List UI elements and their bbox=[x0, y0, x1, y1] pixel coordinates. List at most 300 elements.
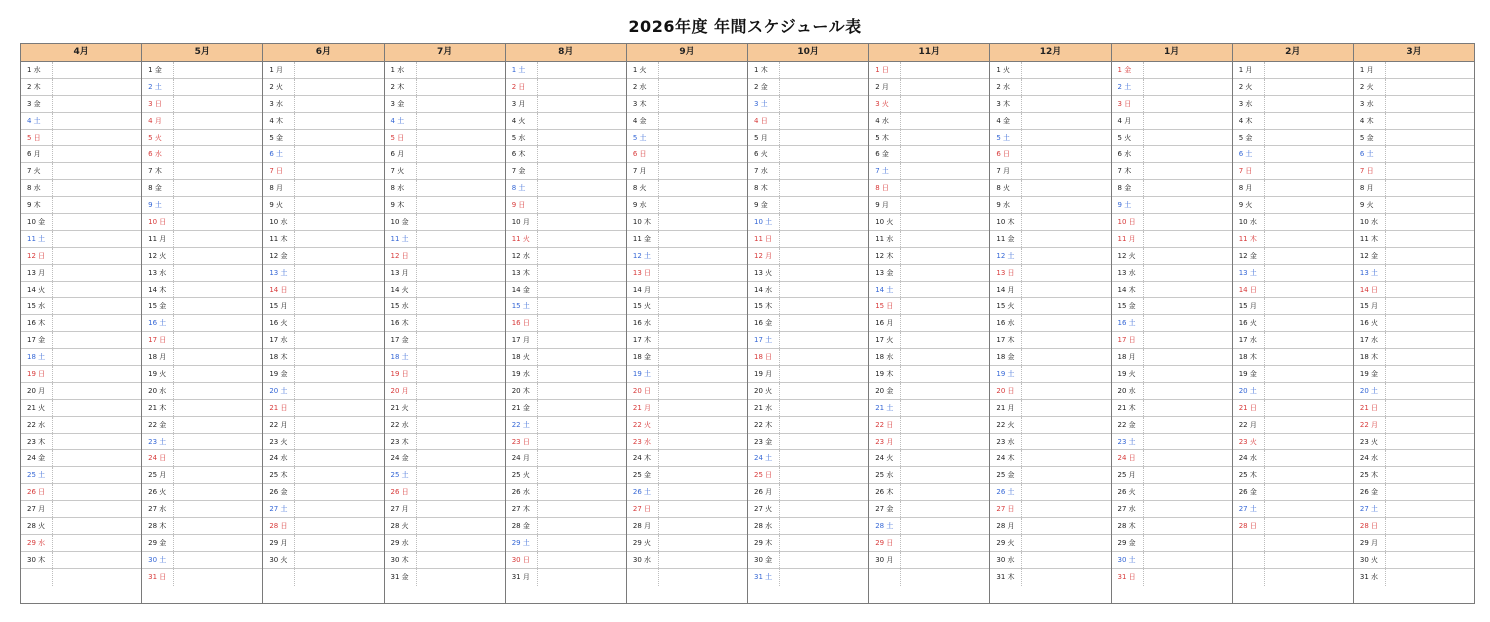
day-row[interactable] bbox=[869, 214, 989, 231]
day-row[interactable] bbox=[506, 535, 626, 552]
day-row[interactable] bbox=[385, 383, 505, 400]
day-memo-cell[interactable] bbox=[174, 450, 262, 466]
day-row[interactable] bbox=[1354, 96, 1474, 113]
day-row[interactable] bbox=[627, 197, 747, 214]
day-memo-cell[interactable] bbox=[1265, 197, 1353, 213]
day-row[interactable] bbox=[748, 552, 868, 569]
day-row[interactable] bbox=[990, 450, 1110, 467]
day-memo-cell[interactable] bbox=[1022, 569, 1110, 586]
day-memo-cell[interactable] bbox=[1144, 383, 1232, 399]
day-row[interactable] bbox=[748, 383, 868, 400]
day-memo-cell[interactable] bbox=[780, 214, 868, 230]
day-row[interactable] bbox=[385, 366, 505, 383]
day-row[interactable] bbox=[1354, 214, 1474, 231]
day-row[interactable] bbox=[506, 248, 626, 265]
day-memo-cell[interactable] bbox=[53, 484, 141, 500]
day-memo-cell[interactable] bbox=[53, 130, 141, 146]
day-row[interactable] bbox=[506, 501, 626, 518]
day-row[interactable] bbox=[869, 332, 989, 349]
day-row[interactable] bbox=[142, 248, 262, 265]
day-row[interactable] bbox=[1112, 569, 1232, 586]
day-row[interactable] bbox=[1233, 518, 1353, 535]
day-memo-cell[interactable] bbox=[1022, 450, 1110, 466]
day-row[interactable] bbox=[142, 552, 262, 569]
day-memo-cell[interactable] bbox=[1144, 501, 1232, 517]
day-row[interactable] bbox=[990, 146, 1110, 163]
day-row[interactable] bbox=[506, 298, 626, 315]
day-memo-cell[interactable] bbox=[53, 231, 141, 247]
day-memo-cell[interactable] bbox=[174, 349, 262, 365]
day-row[interactable] bbox=[506, 417, 626, 434]
day-memo-cell[interactable] bbox=[538, 417, 626, 433]
day-memo-cell[interactable] bbox=[1265, 484, 1353, 500]
day-row[interactable] bbox=[385, 180, 505, 197]
day-memo-cell[interactable] bbox=[538, 349, 626, 365]
day-row[interactable] bbox=[748, 231, 868, 248]
day-memo-cell[interactable] bbox=[53, 248, 141, 264]
day-row[interactable] bbox=[990, 518, 1110, 535]
day-row[interactable] bbox=[1233, 298, 1353, 315]
day-memo-cell[interactable] bbox=[53, 79, 141, 95]
day-memo-cell[interactable] bbox=[174, 231, 262, 247]
day-memo-cell[interactable] bbox=[901, 501, 989, 517]
day-memo-cell[interactable] bbox=[174, 518, 262, 534]
day-memo-cell[interactable] bbox=[1144, 146, 1232, 162]
day-memo-cell[interactable] bbox=[1022, 163, 1110, 179]
day-memo-cell[interactable] bbox=[1386, 298, 1474, 314]
day-memo-cell[interactable] bbox=[1386, 163, 1474, 179]
day-memo-cell[interactable] bbox=[780, 383, 868, 399]
day-memo-cell[interactable] bbox=[1022, 383, 1110, 399]
day-memo-cell[interactable] bbox=[295, 282, 383, 298]
day-memo-cell[interactable] bbox=[174, 535, 262, 551]
day-memo-cell[interactable] bbox=[901, 96, 989, 112]
day-memo-cell[interactable] bbox=[901, 484, 989, 500]
day-row[interactable] bbox=[506, 366, 626, 383]
day-row[interactable] bbox=[869, 79, 989, 96]
day-memo-cell[interactable] bbox=[1265, 569, 1353, 586]
day-memo-cell[interactable] bbox=[659, 552, 747, 568]
day-memo-cell[interactable] bbox=[1265, 214, 1353, 230]
day-row[interactable] bbox=[263, 231, 383, 248]
day-memo-cell[interactable] bbox=[659, 366, 747, 382]
day-row[interactable] bbox=[263, 535, 383, 552]
day-row[interactable] bbox=[263, 96, 383, 113]
day-row[interactable] bbox=[1354, 62, 1474, 79]
day-memo-cell[interactable] bbox=[1386, 146, 1474, 162]
day-memo-cell[interactable] bbox=[780, 349, 868, 365]
day-memo-cell[interactable] bbox=[538, 79, 626, 95]
day-row[interactable] bbox=[263, 298, 383, 315]
day-memo-cell[interactable] bbox=[295, 535, 383, 551]
day-memo-cell[interactable] bbox=[1022, 248, 1110, 264]
day-row[interactable] bbox=[1233, 484, 1353, 501]
day-row[interactable] bbox=[748, 450, 868, 467]
day-memo-cell[interactable] bbox=[417, 535, 505, 551]
day-row[interactable] bbox=[21, 248, 141, 265]
day-memo-cell[interactable] bbox=[659, 400, 747, 416]
day-memo-cell[interactable] bbox=[174, 434, 262, 450]
day-memo-cell[interactable] bbox=[1144, 332, 1232, 348]
day-memo-cell[interactable] bbox=[1022, 231, 1110, 247]
day-memo-cell[interactable] bbox=[1265, 248, 1353, 264]
day-row[interactable] bbox=[869, 383, 989, 400]
day-row[interactable] bbox=[506, 197, 626, 214]
day-memo-cell[interactable] bbox=[659, 214, 747, 230]
day-memo-cell[interactable] bbox=[780, 501, 868, 517]
day-memo-cell[interactable] bbox=[1265, 535, 1353, 551]
day-memo-cell[interactable] bbox=[780, 484, 868, 500]
day-row[interactable] bbox=[990, 569, 1110, 586]
day-row[interactable] bbox=[385, 518, 505, 535]
day-memo-cell[interactable] bbox=[1265, 265, 1353, 281]
day-row[interactable] bbox=[1354, 434, 1474, 451]
day-row[interactable] bbox=[627, 501, 747, 518]
day-memo-cell[interactable] bbox=[780, 231, 868, 247]
day-memo-cell[interactable] bbox=[901, 180, 989, 196]
day-row[interactable] bbox=[1354, 535, 1474, 552]
day-memo-cell[interactable] bbox=[417, 552, 505, 568]
day-row[interactable] bbox=[21, 518, 141, 535]
day-memo-cell[interactable] bbox=[295, 315, 383, 331]
day-memo-cell[interactable] bbox=[538, 130, 626, 146]
day-memo-cell[interactable] bbox=[1022, 417, 1110, 433]
day-memo-cell[interactable] bbox=[1144, 214, 1232, 230]
day-row[interactable] bbox=[1354, 197, 1474, 214]
day-row[interactable] bbox=[21, 349, 141, 366]
day-row[interactable] bbox=[1233, 79, 1353, 96]
day-memo-cell[interactable] bbox=[901, 163, 989, 179]
day-memo-cell[interactable] bbox=[53, 450, 141, 466]
day-memo-cell[interactable] bbox=[1022, 349, 1110, 365]
day-memo-cell[interactable] bbox=[1144, 163, 1232, 179]
day-row[interactable] bbox=[1112, 231, 1232, 248]
day-memo-cell[interactable] bbox=[901, 366, 989, 382]
day-row[interactable] bbox=[142, 265, 262, 282]
day-row[interactable] bbox=[990, 180, 1110, 197]
day-memo-cell[interactable] bbox=[417, 484, 505, 500]
day-row[interactable] bbox=[748, 417, 868, 434]
day-memo-cell[interactable] bbox=[53, 417, 141, 433]
day-row[interactable] bbox=[263, 467, 383, 484]
day-memo-cell[interactable] bbox=[1386, 62, 1474, 78]
day-row[interactable] bbox=[21, 501, 141, 518]
day-memo-cell[interactable] bbox=[1386, 197, 1474, 213]
day-row[interactable] bbox=[990, 197, 1110, 214]
day-row[interactable] bbox=[1354, 467, 1474, 484]
day-row[interactable] bbox=[869, 248, 989, 265]
day-memo-cell[interactable] bbox=[1144, 130, 1232, 146]
day-memo-cell[interactable] bbox=[417, 400, 505, 416]
day-memo-cell[interactable] bbox=[1265, 332, 1353, 348]
day-memo-cell[interactable] bbox=[538, 569, 626, 586]
day-memo-cell[interactable] bbox=[780, 163, 868, 179]
day-row[interactable] bbox=[748, 113, 868, 130]
day-row[interactable] bbox=[1354, 180, 1474, 197]
day-memo-cell[interactable] bbox=[780, 265, 868, 281]
day-memo-cell[interactable] bbox=[174, 569, 262, 586]
day-row[interactable] bbox=[627, 282, 747, 299]
day-memo-cell[interactable] bbox=[1386, 535, 1474, 551]
day-memo-cell[interactable] bbox=[295, 298, 383, 314]
day-row[interactable] bbox=[748, 569, 868, 586]
day-memo-cell[interactable] bbox=[295, 96, 383, 112]
day-memo-cell[interactable] bbox=[538, 282, 626, 298]
day-row[interactable] bbox=[627, 484, 747, 501]
day-memo-cell[interactable] bbox=[295, 231, 383, 247]
day-row[interactable] bbox=[21, 197, 141, 214]
day-row[interactable] bbox=[385, 265, 505, 282]
day-memo-cell[interactable] bbox=[1144, 79, 1232, 95]
day-row[interactable] bbox=[627, 180, 747, 197]
day-memo-cell[interactable] bbox=[780, 417, 868, 433]
day-row[interactable] bbox=[506, 450, 626, 467]
day-memo-cell[interactable] bbox=[1386, 79, 1474, 95]
day-row[interactable] bbox=[1112, 434, 1232, 451]
day-row[interactable] bbox=[142, 146, 262, 163]
day-memo-cell[interactable] bbox=[417, 366, 505, 382]
day-row[interactable] bbox=[385, 552, 505, 569]
day-row[interactable] bbox=[627, 298, 747, 315]
day-memo-cell[interactable] bbox=[174, 366, 262, 382]
day-row[interactable] bbox=[869, 434, 989, 451]
day-memo-cell[interactable] bbox=[538, 248, 626, 264]
day-row[interactable] bbox=[1233, 501, 1353, 518]
day-memo-cell[interactable] bbox=[901, 417, 989, 433]
day-memo-cell[interactable] bbox=[53, 501, 141, 517]
day-row[interactable] bbox=[21, 434, 141, 451]
day-memo-cell[interactable] bbox=[1144, 434, 1232, 450]
day-row[interactable] bbox=[1233, 417, 1353, 434]
day-row[interactable] bbox=[748, 332, 868, 349]
day-row[interactable] bbox=[21, 298, 141, 315]
day-memo-cell[interactable] bbox=[659, 450, 747, 466]
day-memo-cell[interactable] bbox=[1144, 298, 1232, 314]
day-memo-cell[interactable] bbox=[417, 417, 505, 433]
day-row[interactable] bbox=[1112, 113, 1232, 130]
day-memo-cell[interactable] bbox=[295, 383, 383, 399]
day-row[interactable] bbox=[627, 450, 747, 467]
day-row[interactable] bbox=[506, 231, 626, 248]
day-row[interactable] bbox=[1112, 248, 1232, 265]
day-memo-cell[interactable] bbox=[659, 484, 747, 500]
day-memo-cell[interactable] bbox=[174, 298, 262, 314]
day-memo-cell[interactable] bbox=[417, 214, 505, 230]
day-memo-cell[interactable] bbox=[417, 146, 505, 162]
day-row[interactable] bbox=[142, 349, 262, 366]
day-memo-cell[interactable] bbox=[1386, 349, 1474, 365]
day-row[interactable] bbox=[1112, 96, 1232, 113]
day-memo-cell[interactable] bbox=[901, 569, 989, 586]
day-memo-cell[interactable] bbox=[538, 113, 626, 129]
day-row[interactable] bbox=[263, 180, 383, 197]
day-row[interactable] bbox=[506, 282, 626, 299]
day-memo-cell[interactable] bbox=[295, 130, 383, 146]
day-row[interactable] bbox=[1354, 282, 1474, 299]
day-memo-cell[interactable] bbox=[417, 282, 505, 298]
day-row[interactable] bbox=[1233, 400, 1353, 417]
day-memo-cell[interactable] bbox=[1386, 569, 1474, 586]
day-row[interactable] bbox=[748, 349, 868, 366]
day-row[interactable] bbox=[385, 501, 505, 518]
day-row[interactable] bbox=[1233, 282, 1353, 299]
day-memo-cell[interactable] bbox=[174, 417, 262, 433]
day-memo-cell[interactable] bbox=[1386, 434, 1474, 450]
day-row[interactable] bbox=[506, 62, 626, 79]
day-row[interactable] bbox=[263, 332, 383, 349]
day-row[interactable] bbox=[1354, 146, 1474, 163]
day-memo-cell[interactable] bbox=[1022, 298, 1110, 314]
day-memo-cell[interactable] bbox=[1265, 400, 1353, 416]
day-memo-cell[interactable] bbox=[1022, 96, 1110, 112]
day-memo-cell[interactable] bbox=[1386, 96, 1474, 112]
day-memo-cell[interactable] bbox=[174, 282, 262, 298]
day-row[interactable] bbox=[1112, 265, 1232, 282]
day-memo-cell[interactable] bbox=[53, 467, 141, 483]
day-memo-cell[interactable] bbox=[417, 231, 505, 247]
day-memo-cell[interactable] bbox=[1265, 366, 1353, 382]
day-memo-cell[interactable] bbox=[417, 501, 505, 517]
day-memo-cell[interactable] bbox=[174, 484, 262, 500]
day-row[interactable] bbox=[506, 552, 626, 569]
day-row[interactable] bbox=[263, 130, 383, 147]
day-row[interactable] bbox=[748, 366, 868, 383]
day-row[interactable] bbox=[869, 130, 989, 147]
day-memo-cell[interactable] bbox=[780, 535, 868, 551]
day-memo-cell[interactable] bbox=[538, 383, 626, 399]
day-row[interactable] bbox=[21, 146, 141, 163]
day-memo-cell[interactable] bbox=[295, 467, 383, 483]
day-row[interactable] bbox=[748, 146, 868, 163]
day-row[interactable] bbox=[627, 265, 747, 282]
day-row[interactable] bbox=[21, 450, 141, 467]
day-row[interactable] bbox=[1354, 417, 1474, 434]
day-memo-cell[interactable] bbox=[174, 315, 262, 331]
day-row[interactable] bbox=[1233, 434, 1353, 451]
day-row[interactable] bbox=[748, 248, 868, 265]
day-memo-cell[interactable] bbox=[659, 248, 747, 264]
day-row[interactable] bbox=[1112, 180, 1232, 197]
day-row[interactable] bbox=[1233, 96, 1353, 113]
day-row[interactable] bbox=[506, 113, 626, 130]
day-row[interactable] bbox=[1233, 450, 1353, 467]
day-row[interactable] bbox=[1354, 501, 1474, 518]
day-row[interactable] bbox=[263, 146, 383, 163]
day-row[interactable] bbox=[1354, 332, 1474, 349]
day-memo-cell[interactable] bbox=[1022, 113, 1110, 129]
day-row[interactable] bbox=[263, 163, 383, 180]
day-memo-cell[interactable] bbox=[901, 113, 989, 129]
day-memo-cell[interactable] bbox=[901, 265, 989, 281]
day-row[interactable] bbox=[1354, 163, 1474, 180]
day-memo-cell[interactable] bbox=[1265, 231, 1353, 247]
day-row[interactable] bbox=[385, 248, 505, 265]
day-row[interactable] bbox=[1233, 214, 1353, 231]
day-row[interactable] bbox=[506, 214, 626, 231]
day-memo-cell[interactable] bbox=[901, 248, 989, 264]
day-memo-cell[interactable] bbox=[1386, 417, 1474, 433]
day-memo-cell[interactable] bbox=[901, 146, 989, 162]
day-memo-cell[interactable] bbox=[53, 214, 141, 230]
day-row[interactable] bbox=[385, 349, 505, 366]
day-memo-cell[interactable] bbox=[1144, 96, 1232, 112]
day-row[interactable] bbox=[869, 501, 989, 518]
day-row[interactable] bbox=[627, 366, 747, 383]
day-row[interactable] bbox=[385, 467, 505, 484]
day-memo-cell[interactable] bbox=[1022, 180, 1110, 196]
day-memo-cell[interactable] bbox=[538, 62, 626, 78]
day-memo-cell[interactable] bbox=[53, 282, 141, 298]
day-memo-cell[interactable] bbox=[1022, 214, 1110, 230]
day-row[interactable] bbox=[990, 130, 1110, 147]
day-row[interactable] bbox=[1354, 315, 1474, 332]
day-row[interactable] bbox=[990, 315, 1110, 332]
day-row[interactable] bbox=[1233, 315, 1353, 332]
day-memo-cell[interactable] bbox=[417, 265, 505, 281]
day-row[interactable] bbox=[263, 450, 383, 467]
day-memo-cell[interactable] bbox=[295, 214, 383, 230]
day-row[interactable] bbox=[1354, 450, 1474, 467]
day-row[interactable] bbox=[869, 417, 989, 434]
day-memo-cell[interactable] bbox=[1265, 113, 1353, 129]
day-row[interactable] bbox=[1233, 569, 1353, 586]
day-row[interactable] bbox=[1354, 366, 1474, 383]
day-row[interactable] bbox=[990, 332, 1110, 349]
day-row[interactable] bbox=[869, 146, 989, 163]
day-row[interactable] bbox=[990, 535, 1110, 552]
day-row[interactable] bbox=[21, 113, 141, 130]
day-memo-cell[interactable] bbox=[295, 484, 383, 500]
day-memo-cell[interactable] bbox=[780, 315, 868, 331]
day-memo-cell[interactable] bbox=[174, 552, 262, 568]
day-memo-cell[interactable] bbox=[659, 265, 747, 281]
day-row[interactable] bbox=[748, 130, 868, 147]
day-row[interactable] bbox=[263, 79, 383, 96]
day-memo-cell[interactable] bbox=[659, 315, 747, 331]
day-memo-cell[interactable] bbox=[659, 383, 747, 399]
day-row[interactable] bbox=[1354, 248, 1474, 265]
day-memo-cell[interactable] bbox=[174, 180, 262, 196]
day-row[interactable] bbox=[990, 484, 1110, 501]
day-row[interactable] bbox=[1112, 146, 1232, 163]
day-row[interactable] bbox=[1233, 467, 1353, 484]
day-memo-cell[interactable] bbox=[901, 231, 989, 247]
day-row[interactable] bbox=[869, 366, 989, 383]
day-memo-cell[interactable] bbox=[53, 434, 141, 450]
day-memo-cell[interactable] bbox=[53, 163, 141, 179]
day-row[interactable] bbox=[1112, 62, 1232, 79]
day-memo-cell[interactable] bbox=[538, 518, 626, 534]
day-row[interactable] bbox=[506, 349, 626, 366]
day-memo-cell[interactable] bbox=[1265, 383, 1353, 399]
day-memo-cell[interactable] bbox=[417, 450, 505, 466]
day-memo-cell[interactable] bbox=[53, 552, 141, 568]
day-memo-cell[interactable] bbox=[538, 467, 626, 483]
day-memo-cell[interactable] bbox=[53, 349, 141, 365]
day-memo-cell[interactable] bbox=[295, 332, 383, 348]
day-memo-cell[interactable] bbox=[780, 298, 868, 314]
day-row[interactable] bbox=[385, 298, 505, 315]
day-row[interactable] bbox=[627, 569, 747, 586]
day-row[interactable] bbox=[627, 62, 747, 79]
day-row[interactable] bbox=[263, 417, 383, 434]
day-memo-cell[interactable] bbox=[659, 349, 747, 365]
day-row[interactable] bbox=[748, 197, 868, 214]
day-row[interactable] bbox=[1112, 282, 1232, 299]
day-row[interactable] bbox=[506, 79, 626, 96]
day-memo-cell[interactable] bbox=[1022, 400, 1110, 416]
day-row[interactable] bbox=[21, 79, 141, 96]
